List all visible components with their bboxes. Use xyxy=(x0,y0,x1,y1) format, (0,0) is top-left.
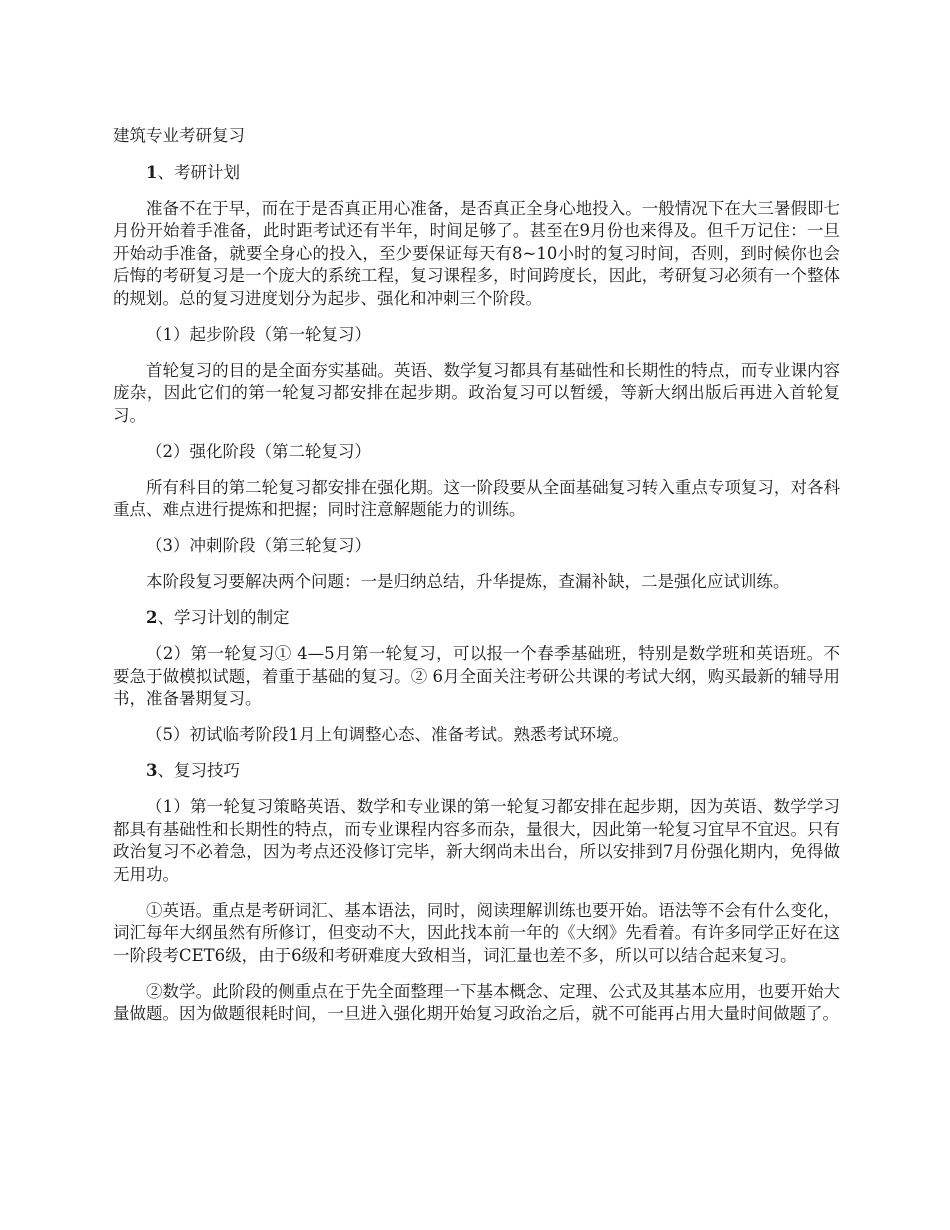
plan-item-5: （5）初试临考阶段1月上旬调整心态、准备考试。熟悉考试环境。 xyxy=(146,725,629,744)
stage-1-text: 首轮复习的目的是全面夯实基础。英语、数学复习都具有基础性和长期性的特点，而专业课内容庞杂，因此它们的第一轮复习都安排在起步期。政治复习可以暂缓，等新大纲出版后再进入首轮复习。 xyxy=(113,360,840,425)
stage-1-heading: （1）起步阶段（第一轮复习） xyxy=(146,324,371,344)
section-1-number: 1 xyxy=(146,162,158,182)
math-paragraph: ②数学。此阶段的侧重点在于先全面整理一下基本概念、定理、公式及其基本应用，也要开始大量做题。因为做题很耗时间，一旦进入强化期开始复习政治之后，就不可能再占用大量时间做题了。 xyxy=(113,981,840,1023)
stage-3-heading: （3）冲刺阶段（第三轮复习） xyxy=(146,536,371,555)
document-title: 建筑专业考研复习 xyxy=(113,126,245,145)
section-2-number: 2 xyxy=(146,608,158,627)
section-3-heading xyxy=(113,760,840,783)
technique-item-1: （1）第一轮复习策略英语、数学和专业课的第一轮复习都安排在起步期，因为英语、数学学习都具有基础性和长期性的特点，而专业课程内容多而杂，量很大，因此第一轮复习宜早不宜迟。只有政治复习不必着急，因为考点还没修订完毕，新大纲尚未出台，所以安排到7月份强化期内，免得做无用功。 xyxy=(113,797,840,884)
english-paragraph: ①英语。重点是考研词汇、基本语法，同时，阅读理解训练也要开始。语法等不会有什么变化，词汇每年大纲虽然有所修订，但变动不大，因此找本前一年的《大纲》先看着。有许多同学正好在这一阶段考CET6级，由于6级和考研难度大致相当，词汇量也差不多，所以可以结合起来复习。 xyxy=(113,900,840,965)
stage-3-text: 本阶段复习要解决两个问题：一是归纳总结，升华提炼，查漏补缺，二是强化应试训练。 xyxy=(146,572,790,591)
section-3-number: 3 xyxy=(146,761,158,780)
section-2-label: 、学习计划的制定 xyxy=(157,608,290,627)
document-page xyxy=(113,125,840,1039)
stage-2-text: 所有科目的第二轮复习都安排在强化期。这一阶段要从全面基础复习转入重点专项复习，对各科重点、难点进行提炼和把握；同时注意解题能力的训练。 xyxy=(113,477,840,519)
section-3-label: 、复习技巧 xyxy=(157,761,240,780)
stage-2-heading: （2）强化阶段（第二轮复习） xyxy=(146,441,371,461)
plan-item-2: （2）第一轮复习① 4—5月第一轮复习，可以报一个春季基础班，特别是数学班和英语班。不要急于做模拟试题，着重于基础的复习。② 6月全面关注考研公共课的考试大纲，购买最新的辅导用书，准备暑期复习。 xyxy=(113,644,840,708)
section-2-heading xyxy=(113,607,840,630)
section-1-label: 、考研计划 xyxy=(157,162,240,182)
section-1-heading xyxy=(113,162,840,185)
section-1-intro: 准备不在于早，而在于是否真正用心准备，是否真正全身心地投入。一般情况下在大三暑假即七月份开始着手准备，此时距考试还有半年，时间足够了。甚至在9月份也来得及。但千万记住：一旦开始动手准备，就要全身心的投入，至少要保证每天有8~10小时的复习时间，否则，到时候你也会后悔的考研复习是一个庞大的系统工程，复习课程多，时间跨度长，因此，考研复习必须有一个整体的规划。总的复习进度划分为起步、强化和冲刺三个阶段。 xyxy=(113,198,840,308)
